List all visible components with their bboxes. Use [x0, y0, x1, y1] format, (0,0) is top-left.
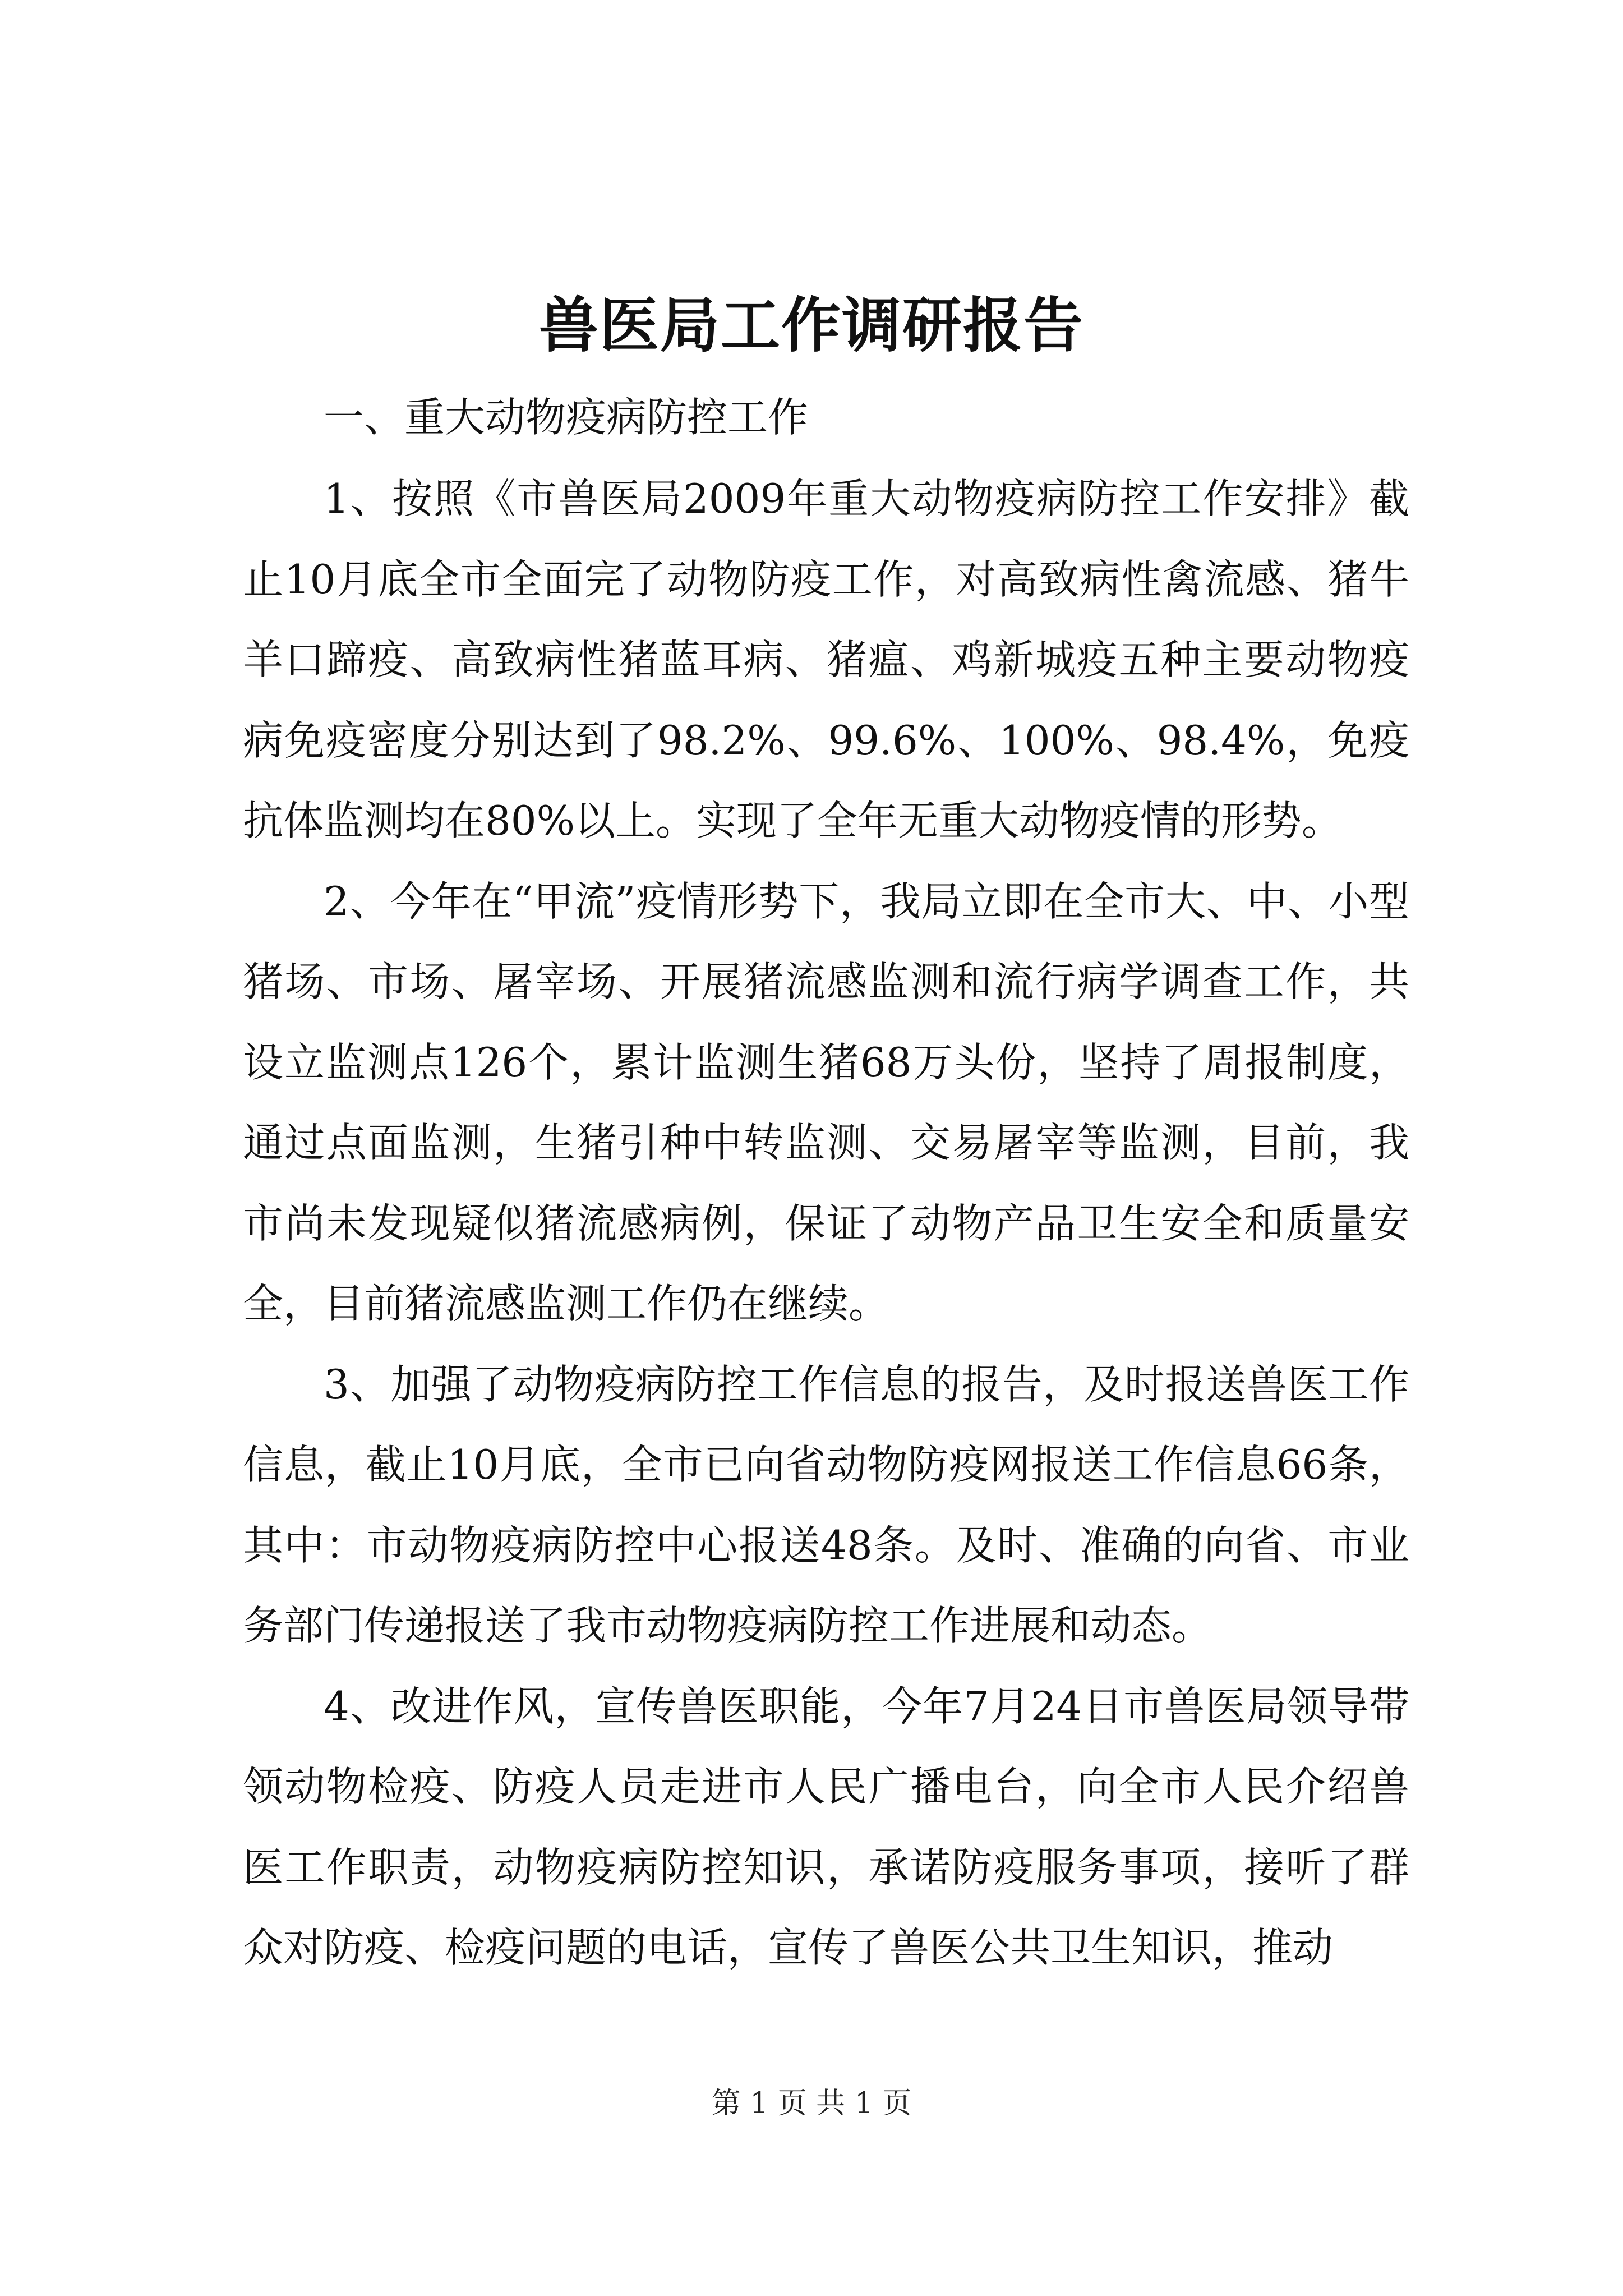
- paragraph-1: 1、按照《市兽医局2009年重大动物疫病防控工作安排》截止10月底全市全面完了动物防疫工作，对高致病性禽流感、猪牛羊口蹄疫、高致病性猪蓝耳病、猪瘟、鸡新城疫五种主要动物疫病免疫密度分别达到了98.2%、99.6%、100%、98.4%，免疫抗体监测均在80%以上。实现了全年无重大动物疫情的形势。: [243, 475, 1409, 844]
- document-body: [243, 376, 1409, 1989]
- section-heading: 一、重大动物疫病防控工作: [324, 394, 809, 441]
- page-footer: 第 1 页 共 1 页: [711, 2087, 912, 2120]
- paragraph-2: 2、今年在“甲流”疫情形势下，我局立即在全市大、中、小型猪场、市场、屠宰场、开展猪流感监测和流行病学调查工作，共设立监测点126个，累计监测生猪68万头份，坚持了周报制度，通过点面监测，生猪引种中转监测、交易屠宰等监测，目前，我市尚未发现疑似猪流感病例，保证了动物产品卫生安全和质量安全，目前猪流感监测工作仍在继续。: [243, 877, 1409, 1327]
- paragraph-3: 3、加强了动物疫病防控工作信息的报告，及时报送兽医工作信息，截止10月底，全市已向省动物防疫网报送工作信息66条，其中：市动物疫病防控中心报送48条。及时、准确的向省、市业务部门传递报送了我市动物疫病防控工作进展和动态。: [243, 1360, 1409, 1649]
- paragraph-4: 4、改进作风，宣传兽医职能，今年7月24日市兽医局领导带领动物检疫、防疫人员走进市人民广播电台，向全市人民介绍兽医工作职责，动物疫病防控知识，承诺防疫服务事项，接听了群众对防疫、检疫问题的电话，宣传了兽医公共卫生知识，推动: [243, 1682, 1409, 1971]
- document-title: 兽医局工作调研报告: [539, 290, 1084, 360]
